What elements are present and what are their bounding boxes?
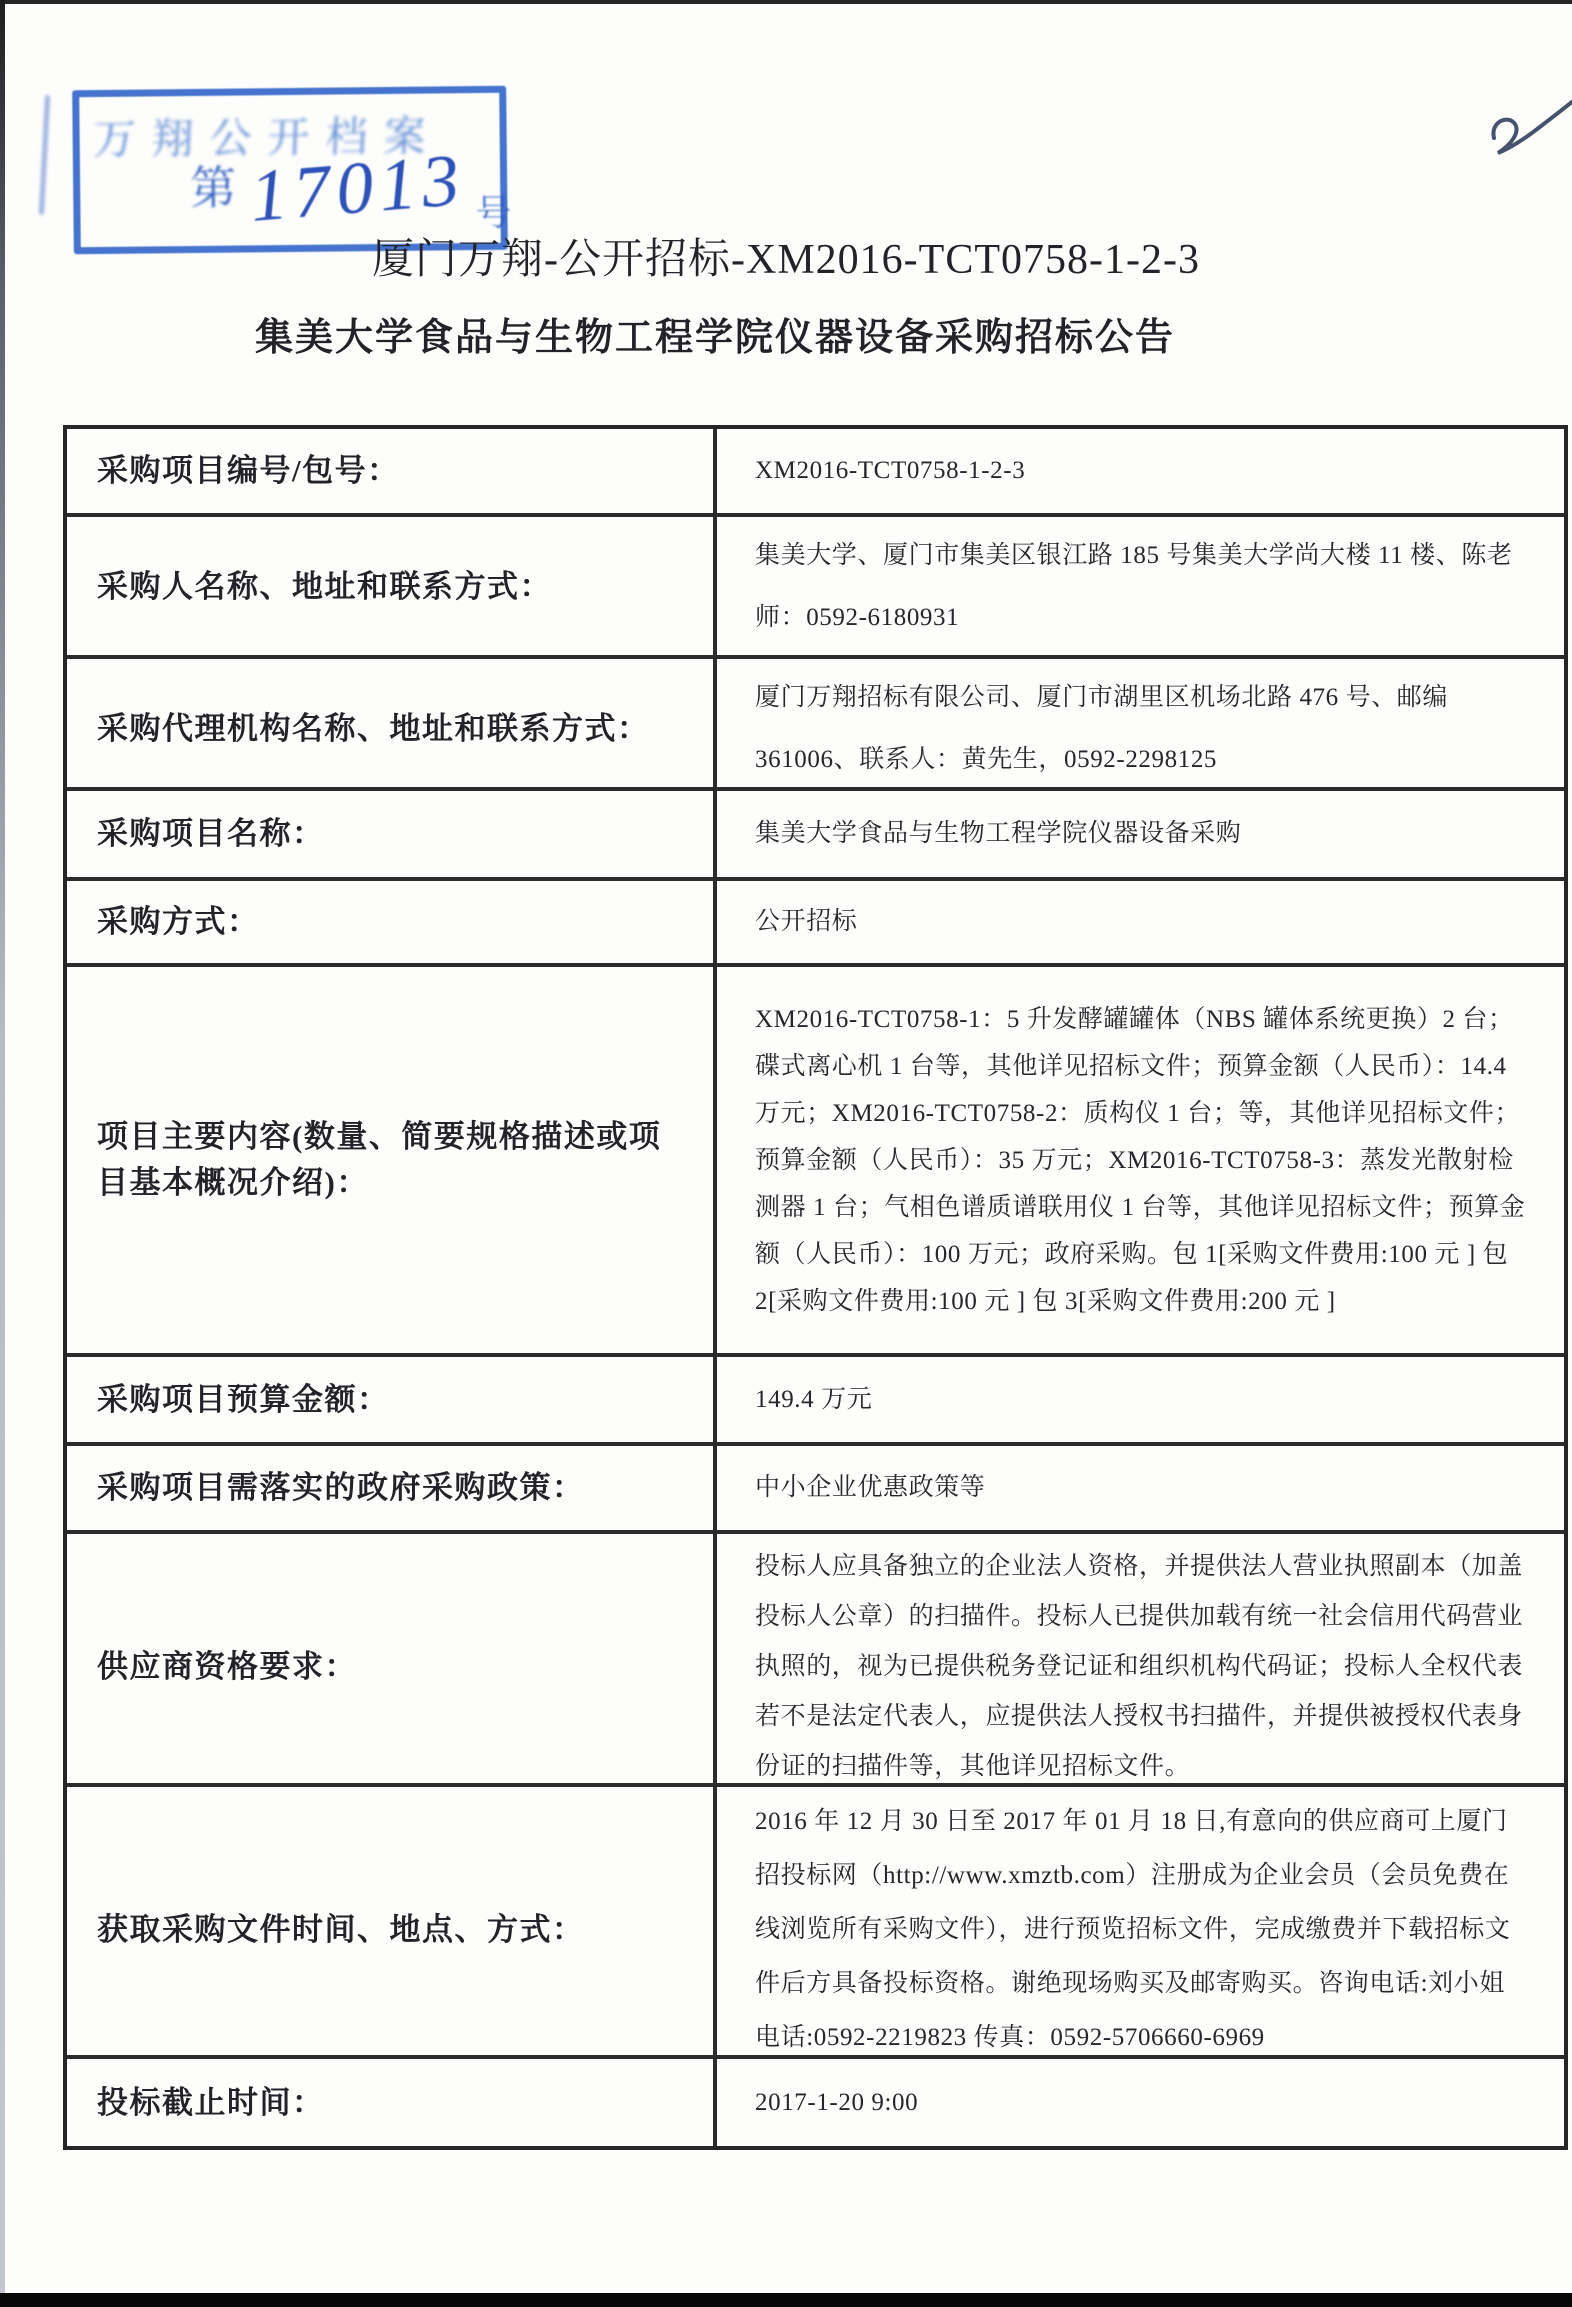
- stamp-prefix: 第: [189, 162, 237, 215]
- table-row: [67, 1787, 1564, 2059]
- row-label: 采购项目需落实的政府采购政策：: [67, 1446, 717, 1530]
- row-label: 投标截止时间：: [67, 2059, 717, 2146]
- stamp-suffix: 号: [475, 192, 512, 234]
- row-label: 采购方式：: [67, 881, 717, 963]
- table-row: [67, 791, 1564, 881]
- row-label: 采购代理机构名称、地址和联系方式：: [67, 659, 717, 799]
- table-row: [67, 1357, 1564, 1446]
- row-value: 投标人应具备独立的企业法人资格，并提供法人营业执照副本（加盖投标人公章）的扫描件。投标人已提供加载有统一社会信用代码营业执照的，视为已提供税务登记证和组织机构代码证；投标人全权代表若不是法定代表人，应提供法人授权书扫描件，并提供被授权代表身份证的扫描件等，其他详见招标文件。: [755, 1553, 1524, 1780]
- row-value: 厦门万翔招标有限公司、厦门市湖里区机场北路 476 号、邮编 361006、联系人：黄先生，0592-2298125: [755, 684, 1449, 773]
- document-subtitle: 集美大学食品与生物工程学院仪器设备采购招标公告: [254, 317, 1175, 359]
- scan-edge-top: [0, 0, 1572, 4]
- row-label: 供应商资格要求：: [67, 1534, 717, 1800]
- table-row: [67, 1446, 1564, 1534]
- row-label: 项目主要内容(数量、简要规格描述或项目基本概况介绍)：: [67, 967, 717, 1353]
- row-label: 采购项目预算金额：: [67, 1357, 717, 1442]
- row-label: 采购项目编号/包号：: [67, 429, 717, 513]
- table-row: [67, 429, 1564, 517]
- row-value: 中小企业优惠政策等: [755, 1474, 986, 1501]
- row-label: 采购人名称、地址和联系方式：: [67, 517, 717, 657]
- table-row: [67, 517, 1564, 659]
- row-value: 2017-1-20 9:00: [755, 2088, 919, 2116]
- scan-edge-bottom: [0, 2293, 1572, 2307]
- handwritten-page-number-2: [1482, 96, 1572, 182]
- row-value: 集美大学食品与生物工程学院仪器设备采购: [755, 820, 1242, 847]
- stamp-number-line: [189, 138, 512, 239]
- stamp-handwritten-number: 17013: [247, 138, 469, 238]
- row-value: 2016 年 12 月 30 日至 2017 年 01 月 18 日,有意向的供应商可上厦门招投标网（http://www.xmztb.com）注册成为企业会员（会员免费在线浏览所有采购文件），进行预览招标文件，完成缴费并下载招标文件后方具备投标资格。谢绝现场购买及邮寄购买。咨询电话:刘小姐 电话:0592-2219823 传真：0592-5706660-6969: [755, 1808, 1511, 2051]
- stamp-ink-smudge: [39, 95, 50, 215]
- tender-info-table: [63, 425, 1568, 2150]
- table-row: [67, 967, 1564, 1357]
- row-value: 集美大学、厦门市集美区银江路 185 号集美大学尚大楼 11 楼、陈老师：0592-6180931: [755, 542, 1513, 631]
- table-row: [67, 659, 1564, 791]
- table-row: [67, 2059, 1564, 2146]
- row-value: 公开招标: [755, 908, 858, 935]
- stamp-text-illegible: 万翔公开档案: [92, 114, 443, 165]
- table-row: [67, 881, 1564, 967]
- row-label: 获取采购文件时间、地点、方式：: [67, 1787, 717, 2073]
- row-value: 149.4 万元: [755, 1385, 873, 1413]
- table-row: [67, 1534, 1564, 1787]
- row-value: XM2016-TCT0758-1-2-3: [755, 457, 1026, 484]
- document-title: 厦门万翔-公开招标-XM2016-TCT0758-1-2-3: [372, 237, 1200, 283]
- row-label: 采购项目名称：: [67, 791, 717, 877]
- row-value: XM2016-TCT0758-1：5 升发酵罐罐体（NBS 罐体系统更换）2 台；碟式离心机 1 台等，其他详见招标文件；预算金额（人民币）：14.4 万元；XM2016-TCT0758-2：质构仪 1 台；等，其他详见招标文件；预算金额（人民币）：35 万元；XM2016-TCT0758-3：蒸发光散射检测器 1 台；气相色谱质谱联用仪 1 台等，其他详见招标文件；预算金额（人民币）：100 万元；政府采购。包 1[采购文件费用:100 元 ] 包 2[采购文件费用:100 元 ] 包 3[采购文件费用:200 元 ]: [755, 1005, 1526, 1315]
